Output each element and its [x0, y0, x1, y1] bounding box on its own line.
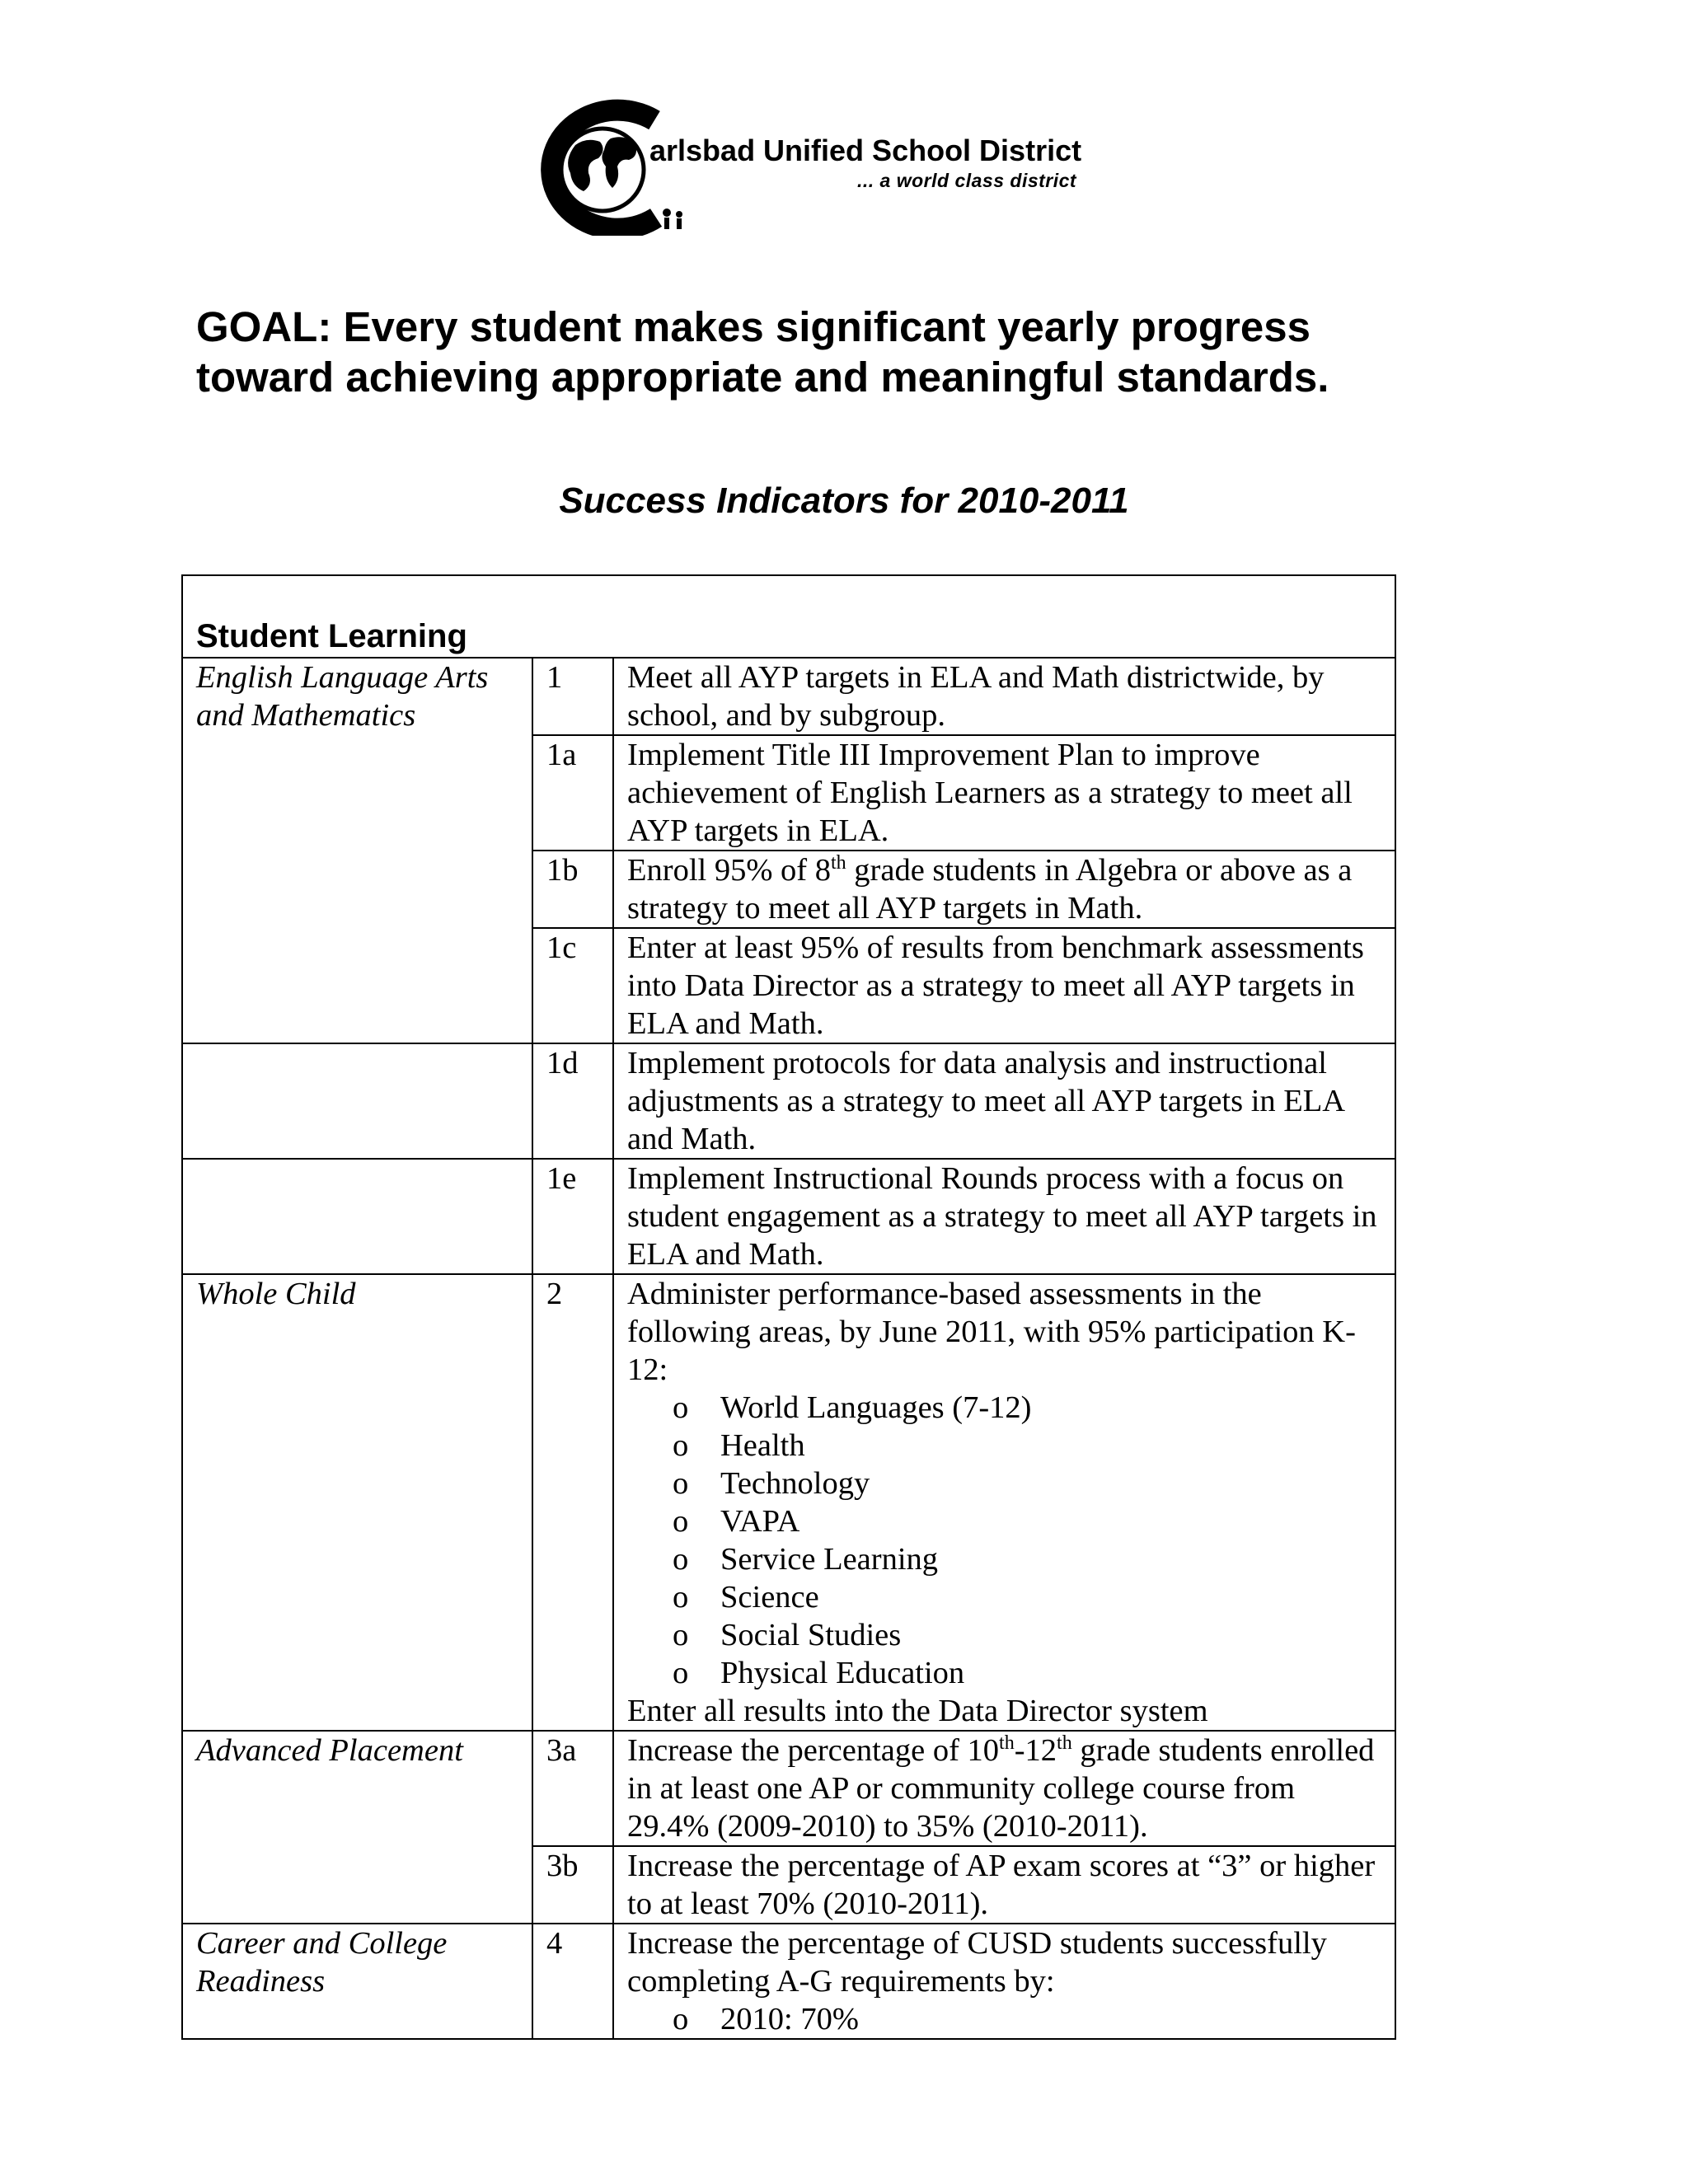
bullet-marker: o: [673, 1542, 689, 1577]
list-item-text: 2010: 70%: [720, 2002, 859, 2036]
category-cell: English Language Arts and Mathematics: [182, 658, 532, 1043]
list-item: [673, 1654, 1381, 1692]
list-item: [673, 1540, 1381, 1578]
text-part: Enroll 95% of 8: [627, 853, 831, 888]
table-row: [182, 1731, 1395, 1846]
list-item: [673, 1389, 1381, 1427]
bullet-marker: o: [673, 1618, 689, 1652]
district-name: arlsbad Unified School District: [649, 134, 1082, 167]
text-part: grade students in Algebra or above as a strategy to meet all AYP targets in Math.: [627, 853, 1353, 926]
section-heading: Student Learning: [182, 575, 1395, 658]
indicator-text: [613, 1924, 1395, 2039]
indicator-text: Implement protocols for data analysis and instructional adjustments as a strategy to meet all AYP targets in ELA and Math.: [613, 1043, 1395, 1159]
list-item-text: Science: [720, 1580, 819, 1615]
indicator-number: 1d: [532, 1043, 613, 1159]
indicator-number: 3b: [532, 1846, 613, 1924]
table-row: [182, 1043, 1395, 1159]
text-part: Increase the percentage of 10: [627, 1733, 1000, 1768]
indicator-number: 4: [532, 1924, 613, 2039]
list-item-text: World Languages (7-12): [720, 1390, 1032, 1425]
bullet-marker: o: [673, 1656, 689, 1690]
list-item-text: Physical Education: [720, 1656, 965, 1690]
superscript: th: [831, 852, 846, 874]
table-row: [182, 1924, 1395, 2039]
indicator-text: [613, 1274, 1395, 1731]
indicator-text: [613, 851, 1395, 928]
bullet-marker: o: [673, 1504, 689, 1539]
category-cell: [182, 1159, 532, 1274]
indicator-number: 2: [532, 1274, 613, 1731]
list-item: [673, 1427, 1381, 1465]
goal-line-1: GOAL: Every student makes significant yearly progress: [196, 303, 1311, 350]
indicator-number: 1a: [532, 735, 613, 851]
goal-heading: [196, 302, 1482, 402]
bullet-marker: o: [673, 1466, 689, 1501]
indicator-text: Increase the percentage of AP exam scores at “3” or higher to at least 70% (2010-2011).: [613, 1846, 1395, 1924]
page-subtitle: Success Indicators for 2010-2011: [559, 480, 1129, 521]
list-item-text: Health: [720, 1428, 805, 1463]
list-item: [673, 1578, 1381, 1616]
success-indicators-table: [181, 574, 1396, 2040]
superscript: th: [1057, 1732, 1072, 1755]
indicator-text: [613, 1731, 1395, 1846]
indicator-number: 1c: [532, 928, 613, 1043]
list-item: [673, 1616, 1381, 1654]
text-part: grade students enrolled in at least one AP or community college course from 29.4% (2009-2010) to 35% (2010-2011).: [627, 1733, 1375, 1844]
table-row: [182, 658, 1395, 735]
assessment-area-list: [627, 1389, 1381, 1692]
category-cell: Whole Child: [182, 1274, 532, 1731]
bullet-marker: o: [673, 1390, 689, 1425]
indicator-intro: Increase the percentage of CUSD students successfully completing A-G requirements by:: [627, 1926, 1327, 1999]
indicator-note: Enter all results into the Data Director system: [627, 1694, 1208, 1728]
target-list: [627, 2000, 1381, 2038]
bullet-marker: o: [673, 1580, 689, 1615]
indicator-text: Implement Title III Improvement Plan to improve achievement of English Learners as a strategy to meet all AYP targets in ELA.: [613, 735, 1395, 851]
section-row: [182, 575, 1395, 658]
indicator-number: 1e: [532, 1159, 613, 1274]
goal-line-2: toward achieving appropriate and meaningful standards.: [196, 354, 1329, 401]
bullet-marker: o: [673, 2002, 689, 2036]
indicator-number: 1: [532, 658, 613, 735]
indicator-number: 1b: [532, 851, 613, 928]
list-item: [673, 2000, 1381, 2038]
superscript: th: [999, 1732, 1015, 1755]
table-row: [182, 1274, 1395, 1731]
category-cell: Advanced Placement: [182, 1731, 532, 1924]
list-item-text: Social Studies: [720, 1618, 902, 1652]
indicator-intro: Administer performance-based assessments in the following areas, by June 2011, with 95% participation K-12:: [627, 1277, 1356, 1387]
table-row: [182, 1159, 1395, 1274]
list-item-text: Technology: [720, 1466, 870, 1501]
list-item-text: VAPA: [720, 1504, 800, 1539]
indicator-text: Meet all AYP targets in ELA and Math districtwide, by school, and by subgroup.: [613, 658, 1395, 735]
list-item: [673, 1465, 1381, 1502]
list-item-text: Service Learning: [720, 1542, 939, 1577]
bullet-marker: o: [673, 1428, 689, 1463]
list-item: [673, 1502, 1381, 1540]
indicator-number: 3a: [532, 1731, 613, 1846]
category-cell: [182, 1043, 532, 1159]
district-tagline: ... a world class district: [857, 170, 1077, 191]
category-cell: Career and College Readiness: [182, 1924, 532, 2039]
indicator-text: Enter at least 95% of results from benchmark assessments into Data Director as a strategy to meet all AYP targets in ELA and Math.: [613, 928, 1395, 1043]
indicator-text: Implement Instructional Rounds process with a focus on student engagement as a strategy to meet all AYP targets in ELA and Math.: [613, 1159, 1395, 1274]
text-part: -12: [1014, 1733, 1057, 1768]
district-logo: [532, 96, 1109, 236]
